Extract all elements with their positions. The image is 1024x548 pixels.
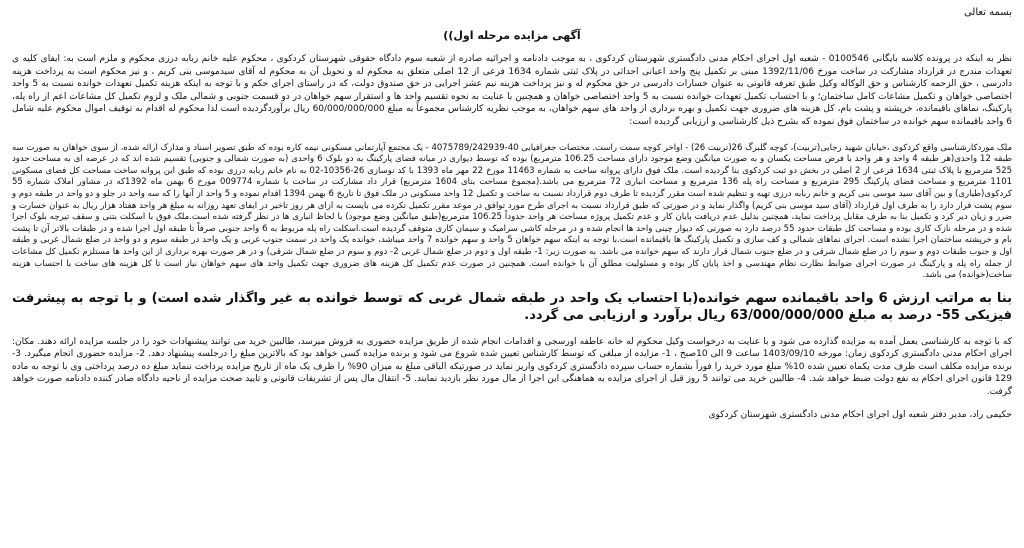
signature-line: حکیمی راد، مدیر دفتر شعبه اول اجرای احکام مدنی دادگستری شهرستان کردکوی bbox=[708, 409, 1012, 420]
notice-title: آگهی مزایده مرحله اول)) bbox=[443, 29, 581, 42]
bismillah-heading: بسمه تعالی bbox=[963, 7, 1012, 18]
intro-paragraph: نظر به اینکه در پرونده کلاسه بایگانی 0100546 - شعبه اول اجرای احکام مدنی دادگستری شهرستان کردکوی ، به موجب دادنامه و اجرائیه صادره از شعبه سوم دادگاه حقوقی شهرستان کردکوی ، محکوم علیه خانم ربابه درزی محکوم و ملزم است به: ایفای کلیه ی تعهدات مندرج در قرارداد مشارکت در ساخت مورخ 1392/11/06 مبنی بر تکمیل پنج واحد اعیانی احداثی در پلاک ثبتی شماره 1634 فرعی از 12 اصلی متعلق به محکوم له و تحویل آن به محکوم له آقای سیدموسی بنی کریم ، و نیز محکوم است به پرداخت هزینه دادرسی ، حق الزحمه کارشناس و حق الوکاله وکیل طبق تعرفه قانونی به عنوان خسارات دادرسی در حق محکوم له و نیز پرداخت هزینه نیم عشر اجرایی در حق صندوق دولت، که در راستای اجرای حکم و با توجه به اینکه هزینه تکمیل تعهدات خوانده نسبت به 5 واحد اختصاصی خواهان و تکمیل مشاعات کامل ساختمان؛ و با احتساب تکمیل تعهدات خوانده نسبت به 5 واحد اختصاصی خواهان و همچنین با عنایت به نحوه تقسیم واحد ها و استقرار سهم خواهان در دو قسمت جنوبی و شمالی ملک و لزوم تکمیل کل مشاعات اعم از راه پله، پارکینگ، نماهای باقیمانده، خرپشته و پشت بام، کل هزینه های ضروری جهت تکمیل و بهره برداری از واحد های سهم خواهان، به موجب نظریه کارشناس مجموعاً به مبلغ 60/000/000/000 ریال برآوردگردیده است لذا محکوم له اقدام به توقیف اموال محکوم علیه شامل 6 واحد باقیمانده سهم خوانده در ساختمان فوق نموده که بشرح ذیل کارشناسی و ارزیابی گردیده است: bbox=[12, 54, 1012, 127]
property-specs-paragraph: ملک موردکارشناسی واقع کردکوی ،خیابان شهید رجایی(تربیت)، کوچه گلبرگ 26(تربیت 26) - اواخر کوچه سمت راست. مختصات جغرافیایی 40-4075789/242939 - یک مجتمع آپارتمانی مسکونی نیمه کاره بوده که طبق تصویر اسناد و مدارک ارائه شده، از سوی خواهان به صورت سه طبقه 12 واحدی(هر طبقه 4 واحد و هر واحد با فرض مساحت یکسان و به صورت میانگین وضع موجود دارای مساحت 106.25 مترمربع) بوده که توسط دیواری در میانه فضای پارکینگ به دو بلوک 6 واحدی (به صورت شمالی و جنوبی) تقسیم شده اند که در عرصه ای به مساحت حدود 525 مترمربع با پلاک ثبتی 1634 فرعی از 2 اصلی در بخش دو ثبت کردکوی بنا گردیده است. ملک فوق دارای پروانه ساخت به شماره 11463 مورخ 22 مهر ماه 1393 با کد نوسازی 26-10356-02 به نام خانم ربابه درزی بوده که طبق این پروانه ساخت مساحت کل فضای مسکونی 1101 مترمربع و مساحت فضای پارکینگ 295 مترمربع و مساحت راه پله 136 مترمربع و مساحت انباری 72 مترمربع می باشد.(مجموع مساحت بنای 1604 مترمربع) قرار داد مشارکت در ساخت با شماره 009774 مورخ 6 بهمن ماه 1392که در مشاور املاک شماره 55 کردکوی(طیاری) و بین آقای سید موسی بنی کریم و خانم ربابه درزی تهیه و تنظیم شده است مقرر گردیده تا طرف دوم قرارداد نسبت به ساخت و تکمیل 12 واحد مسکونی در ملک فوق تا تاریخ 6 بهمن 1394 اقدام نموده و 5 واحد از آنها را که سه واحد در جلو و دو واحد در طبقه دوم و سوم پشت قرار دارد را به طرف اول قرارداد (آقای سید موسی بنی کریم) واگذار نماید و در صورتی که طبق قرارداد نسبت به اجرای طرح مورد توافق در موعد مقرر تکمیل تکرده می بایست به ازای هر روز تاخیر در ایفای تعهد روزانه به مبلغ هر واحد هفتاد هزار ریال به عنوان خسارت و ضرر و زیان دیر کرد و تکمیل بنا به طرف مقابل پرداخت نماید، همچنین بدلیل عدم دریافت پایان کار و عدم تکمیل پروژه مساحت هر واحد حدوداً 106.25 مترمربع(طبق میانگین وضع موجود) با لحاظ انباری ها در نظر گرفته شده است.ملک فوق با اسکلت بتنی و سقف تیرچه بلوک اجرا شده و در مرحله نازک کاری بوده و مساحت کل طبقات حدود 55 درصد دارد به صورتی که دیوار چینی واحد ها انجام شده و در مرحله کاشی سرامیک و سیمان کاری متوقف گردیده است.اسکلت راه پله مربوط به 6 واحد جنوبی صرفاً تا طبقه اول اجرا شده و در طبقات بالاتر آن تا پشت بام و خرپشته ساختمان اجرا نشده است. اجرای نماهای شمالی و کف سازی و تکمیل پارکینگ ها باقیمانده است.با توجه به اینکه سهم خواهان 5 واحد و سهم خوانده 7 واحد میباشد، خوانده یک واحد در سمت جنوب غربی و یک واحد در طبقه سوم و دو واحد در ضلع شمال غربی و طبقه اول و جنوب طبقات دوم و سوم را در ضلع شمال شرقی و در ضلع جنوب شمال قرار دارند که سهم خوانده می باشد. به صورت زیر: 1- طبقه اول و دوم در ضلع شمال غربی 2- دوم و سوم در ضلع شمال شرقی) و در هر صورت بهره برداری از این واحد ها مستلزم تکمیل کل مشاعات از جمله راه پله و پارکینگ در صورت اجرای ضوابط نظارت نظام مهندسی و اخذ پایان کار بوده و مسئولیت مطلق آن با خوانده است. همچنین در صورت عدم تکمیل کل هزینه های ضروری جهت تکمیل واحد های سهم خواهان نیاز است تا کل هزینه های ساخت با احتساب هزینه ساخت(خوانده) می باشد. bbox=[12, 142, 1013, 281]
auction-conditions-paragraph: که با توجه به کارشناسی بعمل آمده به مزایده گذارده می شود و با عنایت به درخواست وکیل محکوم له خانه عاطفه اورسجی و اقدامات انجام شده از طریق مزایده حضوری به فروش میرسد، طالبین خرید می توانند پیشنهادات خود را در جلسه مزایده ارائه دهند. مکان: اجرای احکام مدنی دادگستری کردکوی زمان: مورخه 1403/09/10 ساعت 9 الی 10صبح ، 1- مزایده از مبلغی که توسط کارشناس تعیین شده شروع می شود و برنده مزایده کسی خواهد بود که بالاترین مبلغ را درجلسه پیشنهاد دهد. 2- مزایده حضوری انجام میگیرد. 3- برنده مزایده مکلف است ظرف مدت یکماه تعیین شده 10% مبلغ مورد خرید را فوراً بشماره حساب سپرده دادگستری کردکوی واریز نماید در صورتیکه الباقی مبلغ به میزان 90% را ظرف یک ماه از تاریخ مزایده پرداخت ننماید مبلغ ده درصد پرداختی وی با توجه به ماده 129 قانون اجرای احکام به نفع دولت ضبط خواهد شد. 4- طالبین خرید می توانند 5 روز قبل از اجرای مزایده به هماهنگی این اجرا از مال مورد نظر بازدید نمایند. 5- انتقال مال پس از تشریفات قانونی و تایید صحت مزایده از ناحیه دادگاه صادر کننده دادنامه صورت خواهد گرفت. bbox=[12, 336, 1013, 398]
valuation-highlight: بنا به مراتب ارزش 6 واحد باقیمانده سهم خوانده(با احتساب یک واحد در طبقه شمال غربی که توسط خوانده به غیر واگذار شده است) و با توجه به پیشرفت فیزیکی 55- درصد به مبلغ 63/000/000/000 ریال برآورد و ارزیابی می گردد. bbox=[12, 290, 1012, 323]
